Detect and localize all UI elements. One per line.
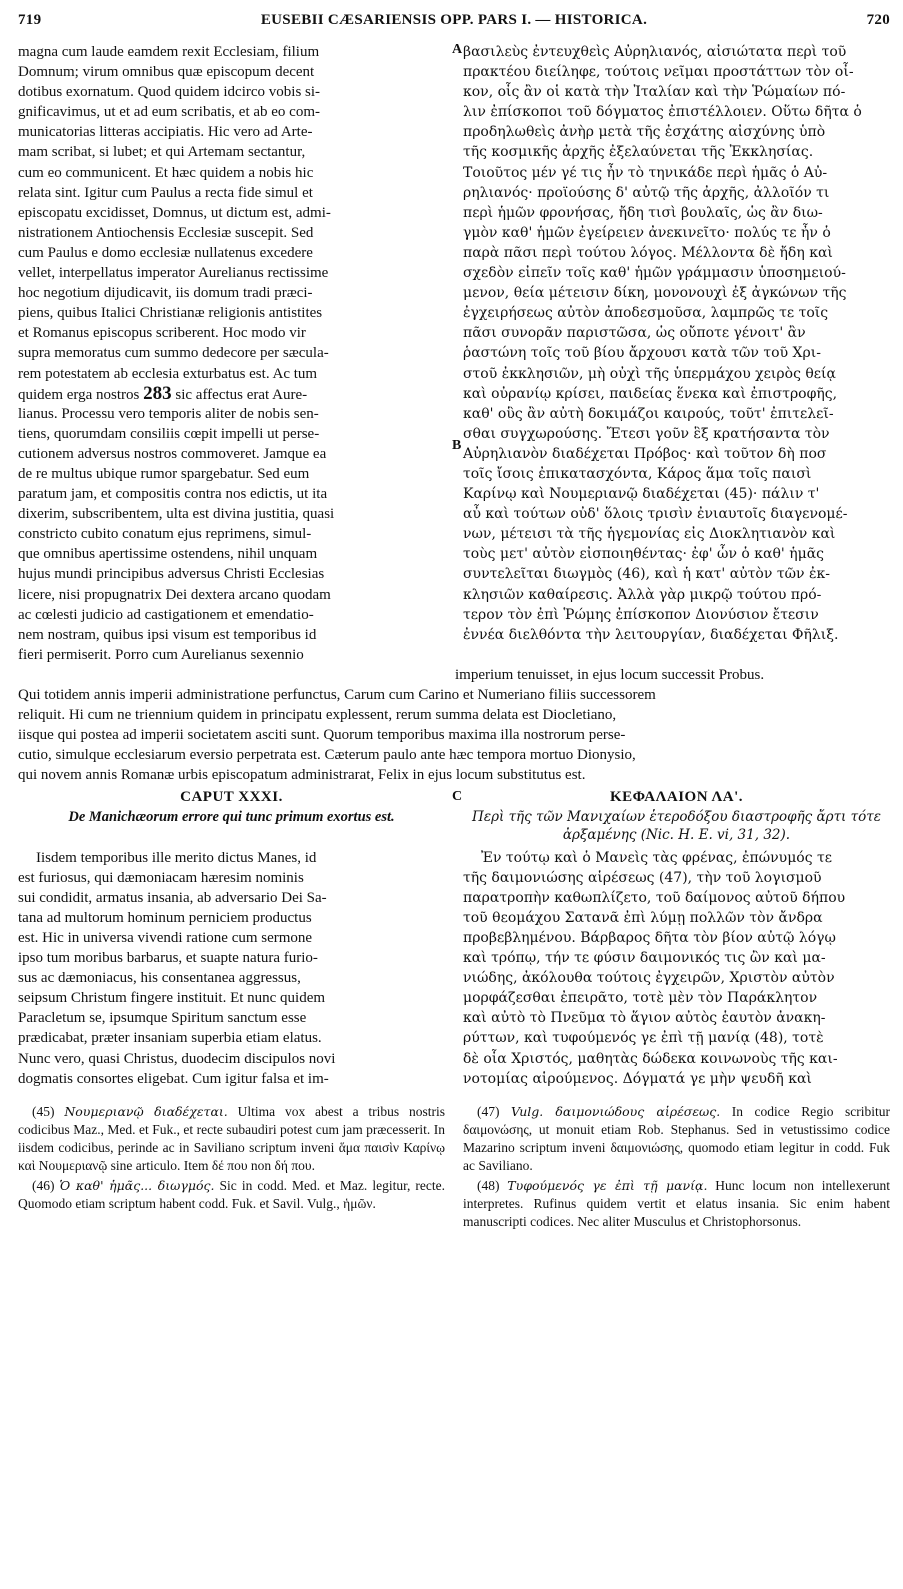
text-line: προδηλωθεὶς ἀνὴρ μετὰ τῆς ἐσχάτης αἰσχύνης ὑπὸ [463,124,826,141]
text-line: βασιλεὺς ἐντευχθεὶς Αὐρηλιανός, αἰσιώτατα περὶ τοῦ [463,44,847,60]
text-line: κλησιῶν καθαίρεσις. Ἀλλὰ γὰρ μικρῷ τούτου πρό- [463,586,822,603]
text-line: paratum jam, et compositis contra nos edictis, ut ita [18,486,328,503]
text-line: Ἐν τούτῳ καὶ ὁ Μανεὶς τὰς φρένας, ἐπώνυμός τε [481,849,833,866]
text-fragment: sic affectus erat Aure- [175,386,308,403]
text-line: seipsum Christum fingere instituit. Et nunc quidem [18,990,326,1007]
text-line: Domnum; virum omnibus quæ episcopum decent [18,64,315,81]
text-line: nem nostram, quibus ipsi visum est temporibus id [18,626,317,643]
text-fragment: quidem erga nostros [18,386,140,403]
text-line: πρακτέου διείληφε, τούτοις νεῖμαι προστάττων τὸν οἶ- [463,64,854,81]
margin-mark-c: C [452,789,463,805]
text-line: τοῖς ἴσοις ἐπικατασχόντα, Κάρος ἅμα τοῖς παισὶ [463,465,812,482]
text-line: Qui totidem annis imperii administratione perfunctus, Carum cum Carino et Numeriano filiis successorem [18,687,656,703]
top-columns [18,42,890,665]
text-line: νιώδης, ἀκόλουθα τούτοις ἐγχειρῶν, Χριστὸν αὐτὸν [463,970,835,987]
text-line: hoc negotium dijudicavit, iis domum tradi præci- [18,285,313,302]
text-line: municatorias litteras accipiatis. Hic vero ad Arte- [18,124,313,141]
full-width-passage [18,665,890,786]
text-line: Καρίνῳ καὶ Νουμεριανῷ διαδέχεται (45)· πάλιν τ' [463,486,820,503]
text-line: στοῦ ἐκκλησιῶν, μὴ οὐχὶ τῆς ὑπερμάχου χειρὸς θείᾳ [463,365,836,382]
text-line: Αὐρηλιανὸν διαδέχεται Πρόβος· καὶ τοῦτον δὴ ποσ [463,445,827,462]
greek-chapter-heading [463,787,890,843]
text-line: τῆς κοσμικῆς ἀρχῆς ἐξελαύνεται τῆς Ἐκκλησίας. [463,144,814,161]
text-line: reliquit. Hi cum ne triennium quidem in principatu explessent, rerum summa delata est Diocletiano, [18,707,617,724]
text-line: cutionem adversus nostros commoveret. Jamque ea [18,445,327,462]
text-line: nistrationem Antiochensis Ecclesiæ suscepit. Sed [18,224,314,241]
document-page [18,12,890,1233]
footnote-text: Ultima vox abest a tribus nostris codicibus Maz., Med. et Fuk., et recte subaudiri potest cum jam præcesserit. In iisdem codicibus, perinde ac in Saviliano scriptum inveni ἅμα παισὶν Καρίνῳ καὶ Νουμεριανῷ sine articulo. Item δέ που non δή που. [18,1103,446,1173]
text-line: que omnibus apertissime ostendens, nihil unquam [18,546,318,563]
latin-column-chapter [18,848,445,1089]
text-line: dogmatis consortes eligebat. Cum igitur falsa et im- [18,1070,329,1087]
text-line: κον, οἷς ἂν οἱ κατὰ τὴν Ἰταλίαν καὶ τὴν Ῥώμαίων πό- [463,84,846,101]
footnotes-right [463,1103,890,1233]
footnotes-left [18,1103,445,1233]
footnote-lemma: Τυφούμενός γε ἐπὶ τῇ μανίᾳ. [507,1177,708,1193]
text-line: supra memoratus cum summo dedecore per sæcula- [18,345,329,362]
text-line: et Romanus episcopus scriberent. Hoc modo vir [18,325,306,342]
text-line: ipso tum moribus barbarus, et suapte natura furio- [18,950,318,967]
text-line: παρὰ πᾶσι περὶ τούτου λόγος. Μέλλοντα δὲ ἤδη καὶ [463,244,833,261]
text-line: relata sint. Igitur cum Paulus a recta fide simul et [18,184,313,201]
text-line: Nunc vero, quasi Christus, duodecim discipulos novi [18,1050,336,1067]
text-line: rem potestatem ab ecclesia exturbatus est. Ac tum [18,365,318,382]
text-line: πᾶσι συνορᾶν παριστῶσα, ὡς οὔποτε γένοιτ' ἂν [463,325,806,342]
text-line: γμὸν καθ' ἡμῶν ἐγείρειεν ἀνεκινεῖτο· πολύς τε ἦν ὁ [463,224,831,241]
text-line: tana ad multorum hominum perniciem productus [18,909,312,926]
footnote-45 [18,1103,445,1175]
text-line: de re multus ubique rumor spargebatur. Sed eum [18,465,310,482]
latin-column-top [18,42,445,665]
text-line: καθ' οὓς ἂν αὐτὴ δοκιμάζοι καιρούς, τοῦτ' ἐπιτελεῖ- [463,405,834,422]
text-line: mam scribat, si lubet; et qui Artemam sectantur, [18,144,306,161]
text-line: καὶ οὐρανίῳ κρίσει, παιδείας ἕνεκα καὶ ἐπιστροφῆς, [463,385,838,402]
text-line: gnificavimus, ut et ad eum scribatis, et ab eo com- [18,104,320,121]
footnote-lemma: Νουμεριανῷ διαδέχεται. [64,1103,228,1119]
text-line: Iisdem temporibus ille merito dictus Manes, id [36,849,317,866]
text-line: licere, nisi propugnatrix Dei dextera arcano quodam [18,586,331,603]
text-line: piens, quibus Italici Christianæ religionis antistites [18,305,323,322]
running-header [18,12,890,36]
text-line: ῥαστώνη τοῖς τοῦ βίου ἄρχουσι κατὰ τῶν τοῦ Χρι- [463,345,821,362]
greek-column-chapter [463,848,890,1089]
text-line: sus ac dæmoniacus, his consentanea aggressus, [18,970,301,987]
text-line: constricto cubito conatum ejus reprimens, simul- [18,526,312,543]
text-line: fieri permiserit. Porro cum Aurelianus sexennio [18,646,304,663]
text-line: σχεδὸν εἰπεῖν τοῖς καθ' ἡμῶν γράμμασιν ὑποσημειού- [463,265,846,282]
footnote-text: Sic in codd. Med. et Maz. legitur, recte. Quomodo etiam scriptum habent codd. Fuk. et Savil. Vulg., ἡμῶν. [18,1177,446,1211]
text-line: est. Hic in universa vivendi ratione cum sermone [18,929,313,946]
text-line: συντελεῖται διωγμὸς (46), καὶ ἡ κατ' αὐτὸν τῶν ἐκ- [463,566,830,583]
latin-chapter-heading [18,787,445,843]
footnote-number: (46) [32,1177,55,1193]
text-line: Paracletum se, ipsumque Spiritum sanctum esse [18,1010,307,1027]
footnote-48 [463,1177,890,1231]
text-line: καὶ τρόπῳ, τήν τε φύσιν δαιμονικός τις ὢν καὶ μα- [463,950,826,967]
text-line: cum Paulus e domo ecclesiæ nullatenus excedere [18,244,313,261]
greek-column-top [463,42,890,665]
text-line: τοὺς μετ' αὐτὸν εἰσποιηθέντας· ἐφ' ὧν ὁ καθ' ἡμᾶς [463,546,824,563]
text-line: αὖ καὶ τούτων οὐδ' ὅλοις τρισὶν ἐνιαυτοῖς διαγενομέ- [463,506,848,523]
text-line: magna cum laude eamdem rexit Ecclesiam, filium [18,44,320,60]
text-line: tiens, quorumdam consiliis cœpit impelli ut perse- [18,425,320,442]
text-line: iisque qui postea ad imperii societatem asciti sunt. Quorum temporibus maxima illa nostrorum perse- [18,727,626,744]
footnote-text: Hunc locum non intellexerunt interpretes. Rufinus quidem vertit et elatus insania. Sic enim habent manuscripti codices. Nec aliter Musculus et Christophorsonus. [463,1177,891,1229]
text-line: ρύττων, καὶ τυφούμενός γε ἐπὶ τῇ μανίᾳ (48), τοτὲ [463,1030,824,1047]
text-line: dixerim, subscribentem, ulta est divina justitia, quasi [18,506,335,523]
text-line: Τοιοῦτος μέν γέ τις ἦν τὸ τηνικάδε περὶ ἡμᾶς ὁ Αὐ- [463,164,828,181]
text-line: μορφάζεσθαι ἐπειρᾶτο, τοτὲ μὲν τὸν Παράκλητον [463,990,818,1007]
text-line: νοτομίας αἱρούμενος. Δόγματά γε μὴν ψευδῆ καὶ [463,1070,812,1087]
left-page-number: 719 [18,12,42,28]
text-line: νων, μέτεισι τὰ τῆς ἡγεμονίας εἰς Διοκλητιανὸν καὶ [463,526,836,543]
chapter-heading-row [18,787,890,843]
text-line: dotibus exornatum. Quod quidem idcirco vobis si- [18,84,321,101]
text-line: τῆς δαιμονιώσης αἱρέσεως (47), τὴν τοῦ λογισμοῦ [463,869,822,886]
footnote-lemma: Vulg. δαιμονιώδους αἱρέσεως. [511,1103,721,1119]
footnote-text: In codice Regio scribitur δαιμονώσης, ut monuit etiam Rob. Stephanus. Sed in vetustissimo codice Mazarino scriptum inveni δαιμονιώσης, quomodo etiam legitur in codd. Fuk ac Saviliano. [463,1103,891,1173]
greek-chapter-title: ΚΕΦΑΛΑΙΟΝ ΛΑ'. [610,789,743,806]
text-line: μενον, θεία μέτεισιν δίκη, μονονουχὶ ἐξ ἀγκώνων τῆς [463,285,847,302]
text-line: καὶ αὐτὸ τὸ Πνεῦμα τὸ ἅγιον αὐτὸς ἑαυτὸν ἀνακη- [463,1010,826,1027]
footnote-number: (48) [477,1177,500,1193]
text-line: prædicabat, præter insaniam superbia etiam elatus. [18,1030,322,1047]
latin-chapter-title: CAPUT XXXI. [180,789,283,806]
text-line: περὶ ἡμῶν φρονήσας, ἤδη τισὶ βουλαῖς, ὡς ἂν διω- [463,204,823,221]
text-line: est furiosus, qui dæmoniacam hæresim nominis [18,869,304,886]
text-line: imperium tenuisset, in ejus locum successit Probus. [455,666,765,683]
footnote-number: (45) [32,1103,55,1119]
text-line: τοῦ θεομάχου Σατανᾶ ἐπὶ λύμῃ πολλῶν τὸν ἄνδρα [463,909,823,926]
chapter-columns [18,848,890,1089]
text-line: προβεβλημένου. Βάρβαρος δῆτα τὸν βίον αὐτῷ λόγῳ [463,929,836,946]
text-line: δὲ οἷα Χριστός, μαθητὰς δώδεκα κοινωνοὺς τῆς και- [463,1050,838,1067]
margin-mark-a: A [452,42,463,57]
text-line: cutio, simulque ecclesiarum eversio perpetrata est. Cæterum paulo ante hæc tempora mortuo Dionysio, [18,747,636,764]
text-line: τερον τὸν ἐπὶ Ῥώμης ἐπίσκοπον Διονύσιον ἔτεσιν [463,606,819,623]
text-line: qui novem annis Romanæ urbis episcopatum administrarat, Felix in ejus locum substitutus est. [18,767,586,784]
latin-chapter-subtitle: De Manichæorum errore qui tunc primum exortus est. [68,808,395,825]
text-line: ρηλιανός· προϊούσης δ' αὐτῷ τῆς ἀρχῆς, ἀλλοῖόν τι [463,184,830,201]
margin-mark-b: B [452,438,462,453]
text-line [18,384,445,404]
text-line: λιν ἐπίσκοποι τοῦ δόγματος ἐπιστέλλοιεν. Οὕτω δῆτα ὁ [463,104,862,121]
text-line: ἐννέα διελθόντα τὴν λειτουργίαν, διαδέχεται Φῆλιξ. [463,626,839,643]
text-line: σθαι συγχωρούσης. Ἔτεσι γοῦν ἓξ κρατήσαντα τὸν [463,425,830,442]
text-line: vellet, interpellatus imperator Aurelianus rectissime [18,265,329,282]
greek-chapter-subtitle: Περὶ τῆς τῶν Μανιχαίων ἑτεροδόξου διαστροφῆς ἄρτι τότε ἀρξαμένης (Nic. H. E. vi, 31, 32). [472,808,881,843]
text-line: cum eo communicent. Et hæc quidem a nobis hic [18,164,314,181]
text-line: ἐγχειρήσεως αὐτὸν ἀποδεσμοῦσα, λαμπρῶς τε τοῖς [463,305,829,322]
footnote-number: (47) [477,1103,500,1119]
footnote-46 [18,1177,445,1213]
footnote-47 [463,1103,890,1175]
text-line: ac cœlesti judicio ad castigationem et emendatio- [18,606,314,623]
text-line: lianus. Processu vero temporis aliter de nobis sen- [18,405,319,422]
right-page-number: 720 [866,12,890,28]
running-title: EUSEBII CÆSARIENSIS OPP. PARS I. — HISTORICA. [260,12,648,28]
text-line: sui condidit, armatus insania, ab adversario Dei Sa- [18,889,327,906]
text-line: παρατροπὴν καθωπλίζετο, τοῦ δαίμονος αὐτοῦ δήπου [463,889,846,906]
inline-page-number: 283 [143,382,172,404]
footnotes [18,1103,890,1233]
text-line: hujus mundi principibus adversus Christi Ecclesias [18,566,325,583]
text-line: episcopatu excidisset, Domnus, ut dictum est, admi- [18,204,331,221]
footnote-lemma: Ὁ καθ' ἡμᾶς... διωγμός. [59,1177,215,1193]
